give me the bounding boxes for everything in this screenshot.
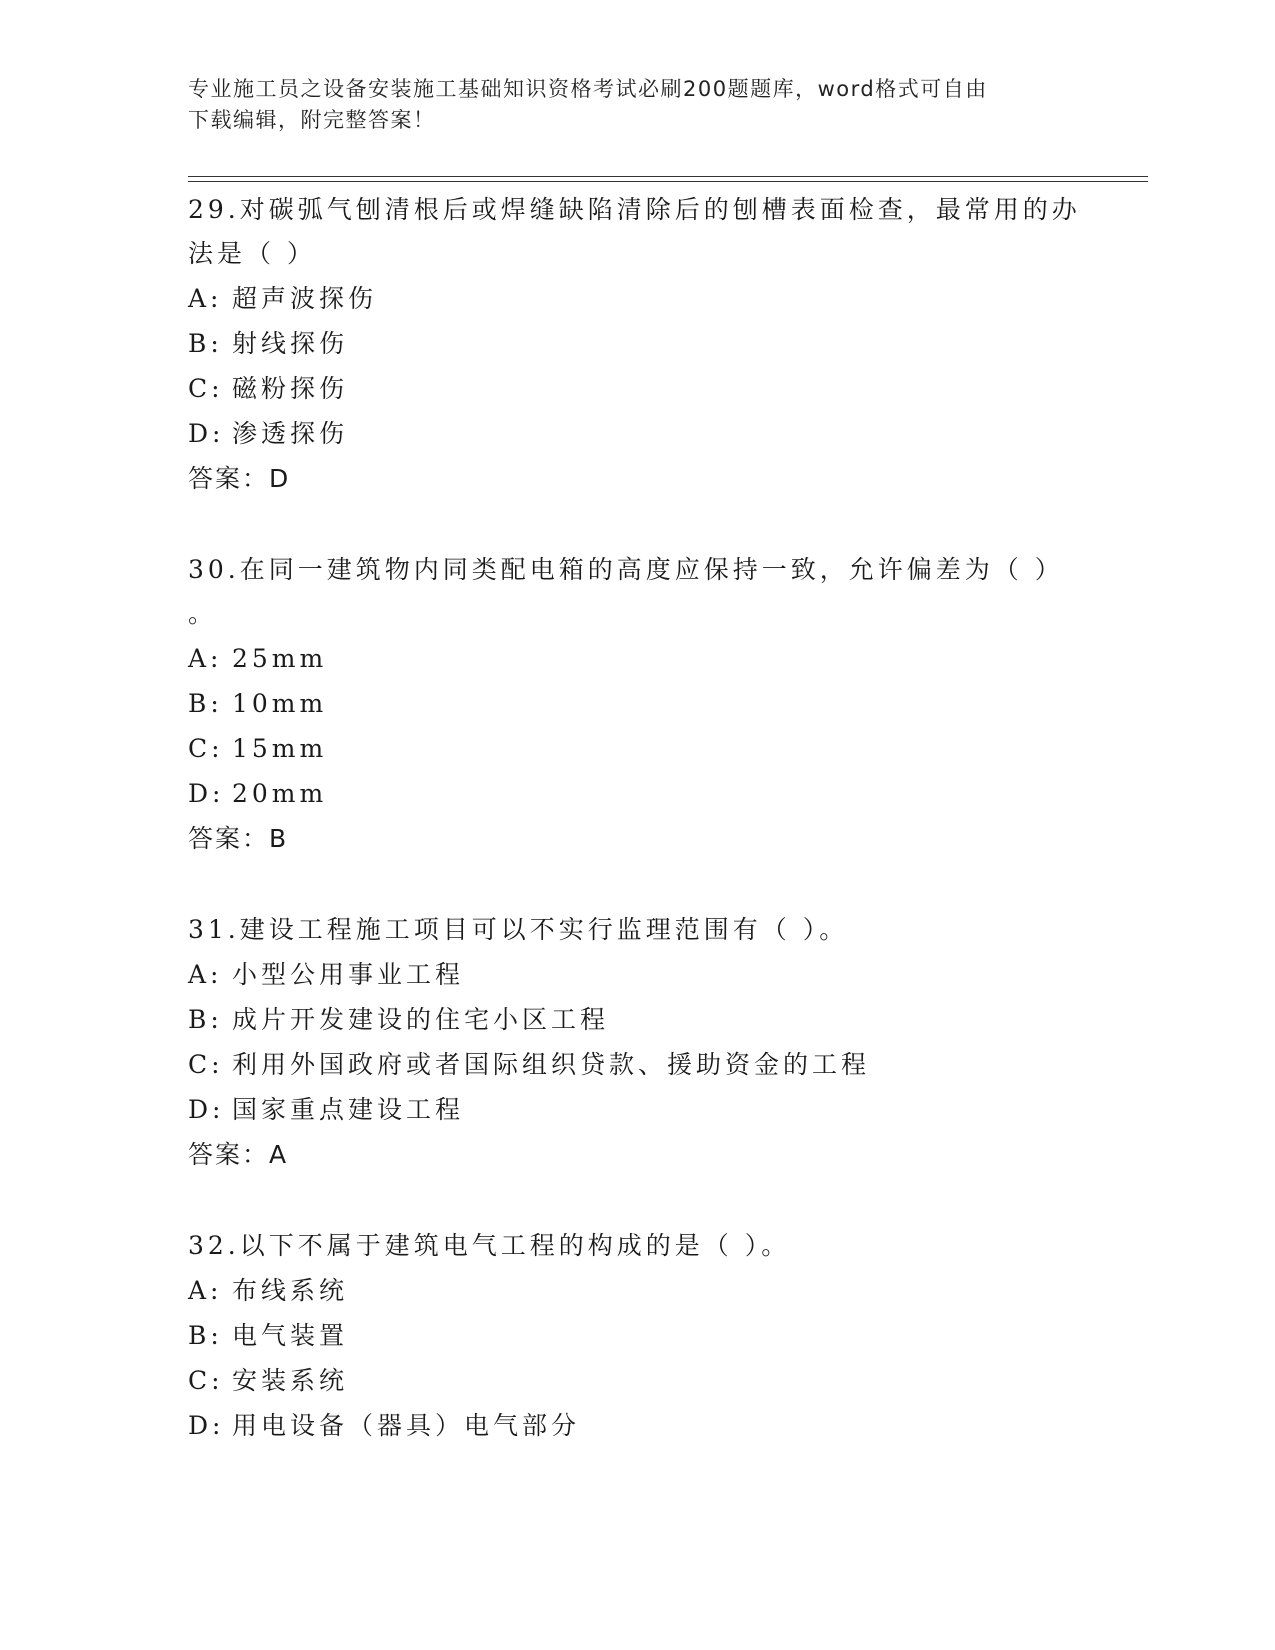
option-letter: D: (188, 1411, 225, 1440)
option-c (188, 726, 1088, 771)
option-a (188, 1268, 1088, 1313)
option-b (188, 1313, 1088, 1358)
option-a (188, 952, 1088, 997)
question-31 (188, 908, 1088, 1177)
option-text: 25mm (232, 644, 328, 673)
option-c (188, 366, 1088, 411)
header-line-2: 下载编辑，附完整答案！ (188, 108, 436, 132)
option-letter: A: (188, 1276, 223, 1305)
question-30 (188, 548, 1088, 861)
option-letter: B: (188, 1321, 223, 1350)
option-text: 射线探伤 (232, 329, 349, 358)
option-c (188, 1358, 1088, 1403)
question-32 (188, 1224, 1088, 1448)
option-b (188, 681, 1088, 726)
option-text: 渗透探伤 (232, 419, 349, 448)
option-letter: C: (188, 734, 224, 763)
option-text: 国家重点建设工程 (232, 1095, 465, 1124)
question-text: 32.以下不属于建筑电气工程的构成的是（ ）。 (188, 1231, 791, 1260)
option-text: 利用外国政府或者国际组织贷款、援助资金的工程 (232, 1050, 871, 1079)
option-d (188, 771, 1088, 816)
option-text: 电气装置 (232, 1321, 349, 1350)
header-line-1: 专业施工员之设备安装施工基础知识资格考试必刷200题题库，word格式可自由 (188, 77, 988, 101)
option-text: 10mm (232, 689, 328, 718)
option-text: 15mm (232, 734, 328, 763)
question-text: 31.建设工程施工项目可以不实行监理范围有（ ）。 (188, 915, 849, 944)
option-b (188, 321, 1088, 366)
option-b (188, 997, 1088, 1042)
question-list (188, 188, 1088, 1448)
option-letter: B: (188, 689, 223, 718)
option-letter: C: (188, 1366, 224, 1395)
option-text: 小型公用事业工程 (232, 960, 465, 989)
option-letter: A: (188, 960, 223, 989)
question-text: 29.对碳弧气刨清根后或焊缝缺陷清除后的刨槽表面检查，最常用的办 (188, 195, 1081, 224)
header-divider-bottom (188, 181, 1148, 182)
option-text: 成片开发建设的住宅小区工程 (232, 1005, 610, 1034)
option-letter: A: (188, 284, 223, 313)
header-divider-top (188, 176, 1148, 177)
option-text: 用电设备（器具）电气部分 (232, 1411, 581, 1440)
option-d (188, 1087, 1088, 1132)
option-text: 布线系统 (232, 1276, 349, 1305)
question-text-continued: 。 (188, 599, 218, 628)
option-a (188, 276, 1088, 321)
question-text-continued: 法是（ ） (188, 239, 316, 268)
option-c (188, 1042, 1088, 1087)
option-d (188, 411, 1088, 456)
option-letter: A: (188, 644, 223, 673)
option-letter: D: (188, 419, 225, 448)
answer-label: 答案：A (188, 1140, 289, 1169)
question-text: 30.在同一建筑物内同类配电箱的高度应保持一致，允许偏差为（ ） (188, 555, 1064, 584)
option-text: 磁粉探伤 (232, 374, 349, 403)
option-letter: D: (188, 1095, 225, 1124)
answer-label: 答案：D (188, 464, 291, 493)
option-letter: C: (188, 1050, 224, 1079)
option-letter: B: (188, 329, 223, 358)
question-29 (188, 188, 1088, 501)
option-letter: B: (188, 1005, 223, 1034)
document-header (188, 74, 1068, 136)
option-letter: C: (188, 374, 224, 403)
answer-label: 答案：B (188, 824, 289, 853)
option-a (188, 636, 1088, 681)
option-text: 安装系统 (232, 1366, 349, 1395)
option-letter: D: (188, 779, 225, 808)
option-text: 20mm (232, 779, 328, 808)
option-d (188, 1403, 1088, 1448)
option-text: 超声波探伤 (232, 284, 378, 313)
